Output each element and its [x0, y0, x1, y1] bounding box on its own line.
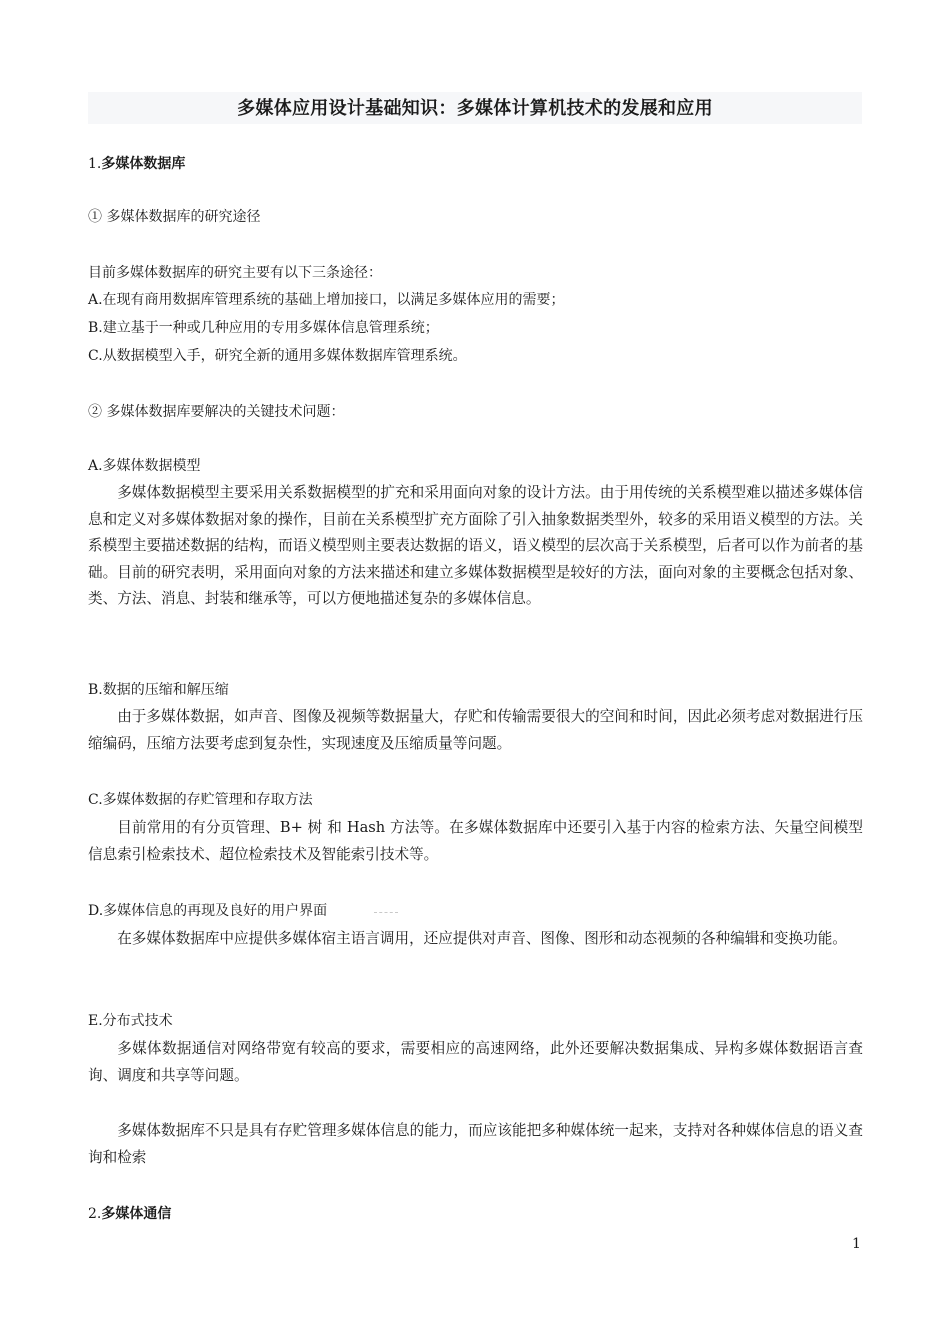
section-1-heading	[88, 154, 863, 174]
research-approach-a: A.在现有商用数据库管理系统的基础上增加接口，以满足多媒体应用的需要；	[88, 292, 565, 308]
item-e-paragraph: 多媒体数据通信对网络带宽有较高的要求，需要相应的高速网络，此外还要解决数据集成、异构多媒体数据语言查询、调度和共享等问题。	[88, 1040, 863, 1084]
item-a-heading: A.多媒体数据模型	[88, 458, 201, 474]
document-title: 多媒体应用设计基础知识：多媒体计算机技术的发展和应用	[237, 98, 713, 119]
item-e-heading: E.分布式技术	[88, 1013, 173, 1029]
item-a-paragraph: 多媒体数据模型主要采用关系数据模型的扩充和采用面向对象的设计方法。由于用传统的关系模型难以描述多媒体信息和定义对多媒体数据对象的操作，目前在关系模型扩充方面除了引入抽象数据类型外，较多的采用语义模型的方法。关系模型主要描述数据的结构，而语义模型则主要表达数据的语义，语义模型的层次高于关系模型，后者可以作为前者的基础。目前的研究表明，采用面向对象的方法来描述和建立多媒体数据模型是较好的方法，面向对象的主要概念包括对象、类、方法、消息、封装和继承等，可以方便地描述复杂的多媒体信息。	[88, 484, 863, 607]
item-c-paragraph: 目前常用的有分页管理、B+ 树 和 Hash 方法等。在多媒体数据库中还要引入基于内容的检索方法、矢量空间模型信息索引检索技术、超位检索技术及智能索引技术等。	[88, 819, 863, 863]
item-d-paragraph: 在多媒体数据库中应提供多媒体宿主语言调用，还应提供对声音、图像、图形和动态视频的各种编辑和变换功能。	[117, 930, 847, 947]
item-d-heading: D.多媒体信息的再现及良好的用户界面	[88, 903, 328, 919]
item-b-paragraph: 由于多媒体数据，如声音、图像及视频等数据量大，存贮和传输需要很大的空间和时间，因此必须考虑对数据进行压缩编码，压缩方法要考虑到复杂性，实现速度及压缩质量等问题。	[88, 708, 863, 752]
item-c-heading: C.多媒体数据的存贮管理和存取方法	[88, 792, 313, 808]
research-approach-b: B.建立基于一种或几种应用的专用多媒体信息管理系统；	[88, 320, 439, 336]
section-2-number: 2.	[88, 1206, 102, 1222]
subheading-research-approaches: ① 多媒体数据库的研究途径	[88, 209, 261, 225]
conclusion-paragraph: 多媒体数据库不只是具有存贮管理多媒体信息的能力，而应该能把多种媒体统一起来，支持对各种媒体信息的语义查询和检索	[88, 1122, 863, 1166]
item-b-heading: B.数据的压缩和解压缩	[88, 682, 229, 698]
page-number: 1	[852, 1236, 861, 1252]
section-2-heading	[88, 1204, 863, 1224]
dashed-marker	[374, 912, 398, 913]
research-approach-c: C.从数据模型入手，研究全新的通用多媒体数据库管理系统。	[88, 348, 467, 364]
subheading-key-issues: ② 多媒体数据库要解决的关键技术问题：	[88, 404, 345, 420]
section-1-number: 1.	[88, 156, 102, 172]
research-intro: 目前多媒体数据库的研究主要有以下三条途径：	[88, 265, 382, 281]
section-1-title: 多媒体数据库	[101, 156, 186, 172]
section-2-title: 多媒体通信	[101, 1206, 172, 1222]
